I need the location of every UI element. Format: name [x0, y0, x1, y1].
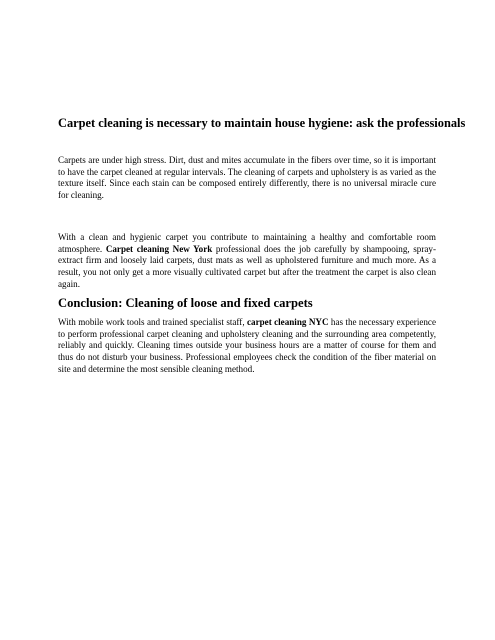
paragraph-text: With mobile work tools and trained specialist staff, — [58, 317, 247, 327]
paragraph-text: professional does the job carefully by shampooing, spray-extract firm and loosely laid carpets, dust mats as well as upholstered furniture and much more. As a result, you not only get a more visually cultivated carpet but after the treatment the carpet is also clean again. — [58, 243, 436, 289]
paragraph-new-york — [58, 232, 436, 291]
paragraph-intro: Carpets are under high stress. Dirt, dust and mites accumulate in the fibers over time, so it is important to have the carpet cleaned at regular intervals. The cleaning of carpets and upholstery is as varied as the texture itself. Since each stain can be composed entirely differently, there is no universal miracle cure for cleaning. — [58, 155, 436, 201]
paragraph-conclusion — [58, 317, 436, 376]
document-title: Carpet cleaning is necessary to maintain house hygiene: ask the professionals — [58, 116, 466, 130]
bold-keyword: Carpet cleaning New York — [105, 243, 213, 254]
section-heading: Conclusion: Cleaning of loose and fixed carpets — [58, 296, 313, 310]
paragraph-text: has the necessary experience to perform professional carpet cleaning and upholstery cleaning and the surrounding area competently, reliably and quickly. Cleaning times outside your business hours are a matter of course for them and thus do not disturb your business. Professional employees check the condition of the fiber material on site and determine the most sensible cleaning method. — [58, 317, 437, 374]
bold-keyword: carpet cleaning NYC — [246, 317, 329, 327]
paragraph-text: With a clean and hygienic carpet you contribute to maintaining a healthy and comfortable room atmosphere. — [58, 232, 436, 254]
